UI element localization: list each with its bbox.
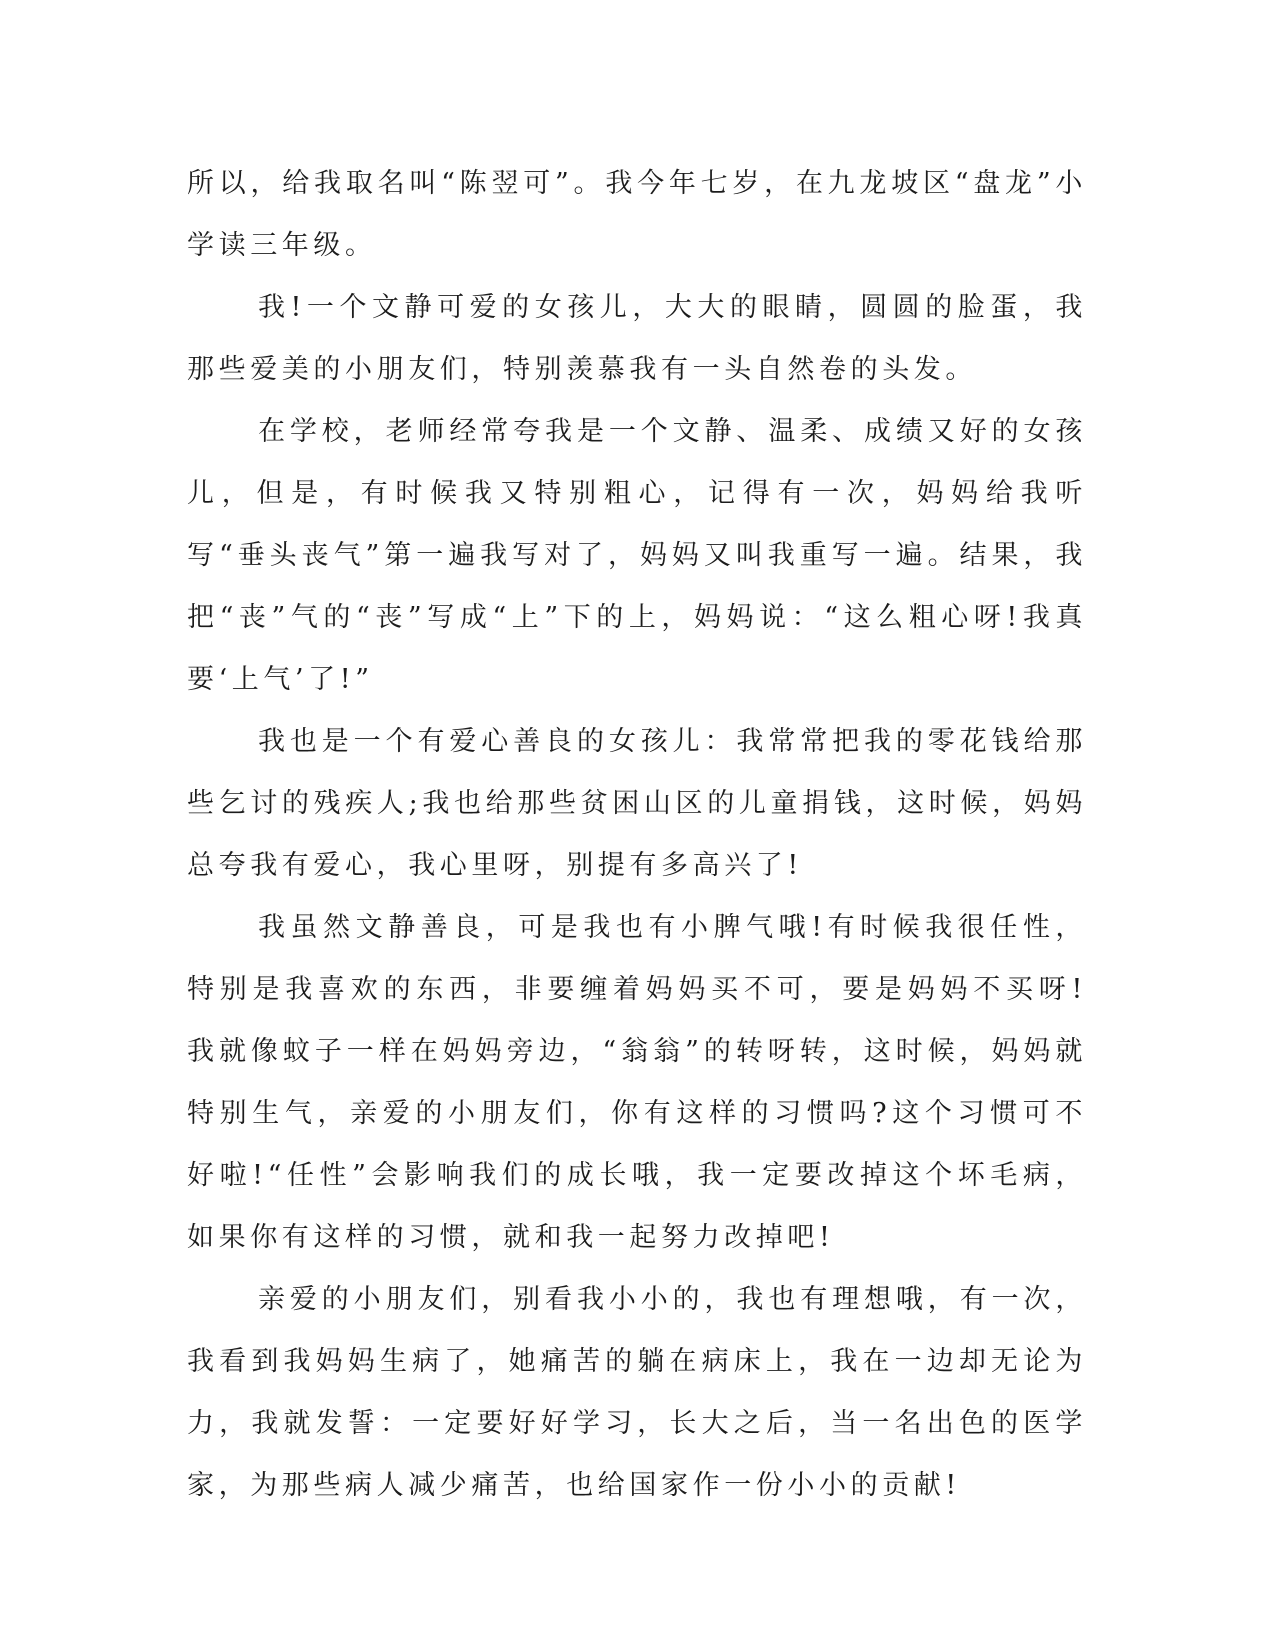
paragraph-6: 亲爱的小朋友们，别看我小小的，我也有理想哦，有一次，我看到我妈妈生病了，她痛苦的躺在病床上，我在一边却无论为力，我就发誓：一定要好好学习，长大之后，当一名出色的医学家，为那些病人减少痛苦，也给国家作一份小小的贡献! [187,1284,1087,1501]
document-body [187,153,1087,1517]
paragraph-2: 我!一个文静可爱的女孩儿，大大的眼睛，圆圆的脸蛋，我那些爱美的小朋友们，特别羡慕我有一头自然卷的头发。 [187,292,1087,385]
paragraph-5: 我虽然文静善良，可是我也有小脾气哦!有时候我很任性，特别是我喜欢的东西，非要缠着妈妈买不可，要是妈妈不买呀!我就像蚊子一样在妈妈旁边，“翁翁”的转呀转，这时候，妈妈就特别生气，亲爱的小朋友们，你有这样的习惯吗?这个习惯可不好啦!“任性”会影响我们的成长哦，我一定要改掉这个坏毛病，如果你有这样的习惯，就和我一起努力改掉吧! [187,912,1087,1253]
paragraph-1: 所以，给我取名叫“陈翌可”。我今年七岁，在九龙坡区“盘龙”小学读三年级。 [187,168,1087,261]
paragraph-4: 我也是一个有爱心善良的女孩儿：我常常把我的零花钱给那些乞讨的残疾人;我也给那些贫困山区的儿童捐钱，这时候，妈妈总夸我有爱心，我心里呀，别提有多高兴了! [187,726,1087,881]
paragraph-3: 在学校，老师经常夸我是一个文静、温柔、成绩又好的女孩儿，但是，有时候我又特别粗心，记得有一次，妈妈给我听写“垂头丧气”第一遍我写对了，妈妈又叫我重写一遍。结果，我把“丧”气的“丧”写成“上”下的上，妈妈说：“这么粗心呀!我真要‘上气’了!” [187,416,1087,695]
